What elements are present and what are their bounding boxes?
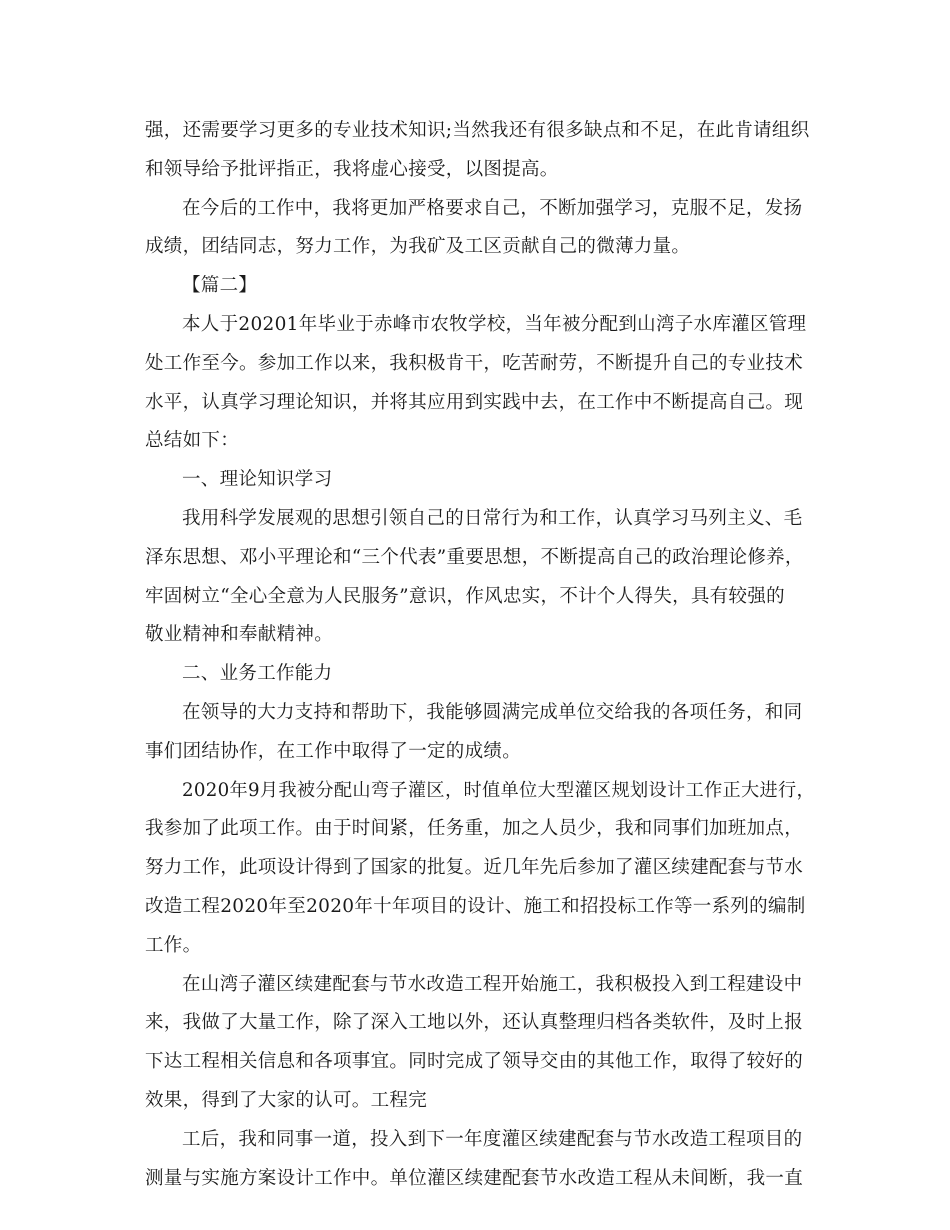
paragraph-first-line: 在山湾子灌区续建配套与节水改造工程开始施工，我积极投入到工程建设中 [182, 973, 803, 995]
text-line: 强，还需要学习更多的专业技术知识;当然我还有很多缺点和不足，在此肯请组织 [145, 120, 810, 141]
text-line: 效果，得到了大家的认可。工程完 [145, 1089, 428, 1111]
text-line: 我参加了此项工作。由于时间紧，任务重，加之人员少，我和同事们加班加点， [145, 818, 804, 840]
document-body [145, 112, 815, 1198]
text-line: 下达工程相关信息和各项事宜。同时完成了领导交由的其他工作，取得了较好的 [145, 1051, 804, 1073]
paragraph-first-line: 本人于20201年毕业于赤峰市农牧学校，当年被分配到山湾子水库灌区管理 [182, 313, 807, 335]
paragraph-first-line: 一、理论知识学习 [182, 469, 333, 491]
paragraph-first-line: 2020年9月我被分配山弯子灌区，时值单位大型灌区规划设计工作正大进行， [182, 779, 816, 801]
text-line: 牢固树立“全心全意为人民服务”意识，作风忠实，不计个人得失，具有较强的 [145, 585, 785, 607]
paragraph-first-line: 我用科学发展观的思想引领自己的日常行为和工作，认真学习马列主义、毛 [182, 507, 803, 529]
text-line: 和领导给予批评指正，我将虚心接受，以图提高。 [145, 158, 559, 180]
text-line: 敬业精神和奉献精神。 [145, 624, 334, 646]
paragraph-first-line: 工后，我和同事一道，投入到下一年度灌区续建配套与节水改造工程项目的 [182, 1128, 803, 1150]
text-line: 工作。 [145, 934, 202, 956]
text-line: 来，我做了大量工作，除了深入工地以外，还认真整理归档各类软件，及时上报 [145, 1012, 804, 1034]
text-line: 成绩，团结同志，努力工作，为我矿及工区贡献自己的微薄力量。 [145, 236, 691, 258]
text-line: 事们团结协作，在工作中取得了一定的成绩。 [145, 740, 522, 762]
text-line: 努力工作，此项设计得到了国家的批复。近几年先后参加了灌区续建配套与节水 [145, 857, 804, 879]
text-line: 泽东思想、邓小平理论和“三个代表”重要思想，不断提高自己的政治理论修养， [145, 546, 804, 568]
text-line: 水平，认真学习理论知识，并将其应用到实践中去，在工作中不断提高自己。现 [145, 391, 804, 413]
text-line: 总结如下： [145, 430, 240, 452]
text-line: 改造工程2020年至2020年十年项目的设计、施工和招投标工作等一系列的编制 [145, 895, 806, 917]
text-line: 测量与实施方案设计工作中。单位灌区续建配套节水改造工程从未间断，我一直 [145, 1167, 804, 1189]
paragraph-first-line: 【篇二】 [182, 275, 258, 297]
paragraph-first-line: 二、业务工作能力 [182, 663, 333, 685]
text-line: 处工作至今。参加工作以来，我积极肯干，吃苦耐劳，不断提升自己的专业技术 [145, 352, 804, 374]
paragraph-first-line: 在领导的大力支持和帮助下，我能够圆满完成单位交给我的各项任务，和同 [182, 701, 803, 723]
paragraph-first-line: 在今后的工作中，我将更加严格要求自己，不断加强学习，克服不足，发扬 [182, 197, 803, 219]
